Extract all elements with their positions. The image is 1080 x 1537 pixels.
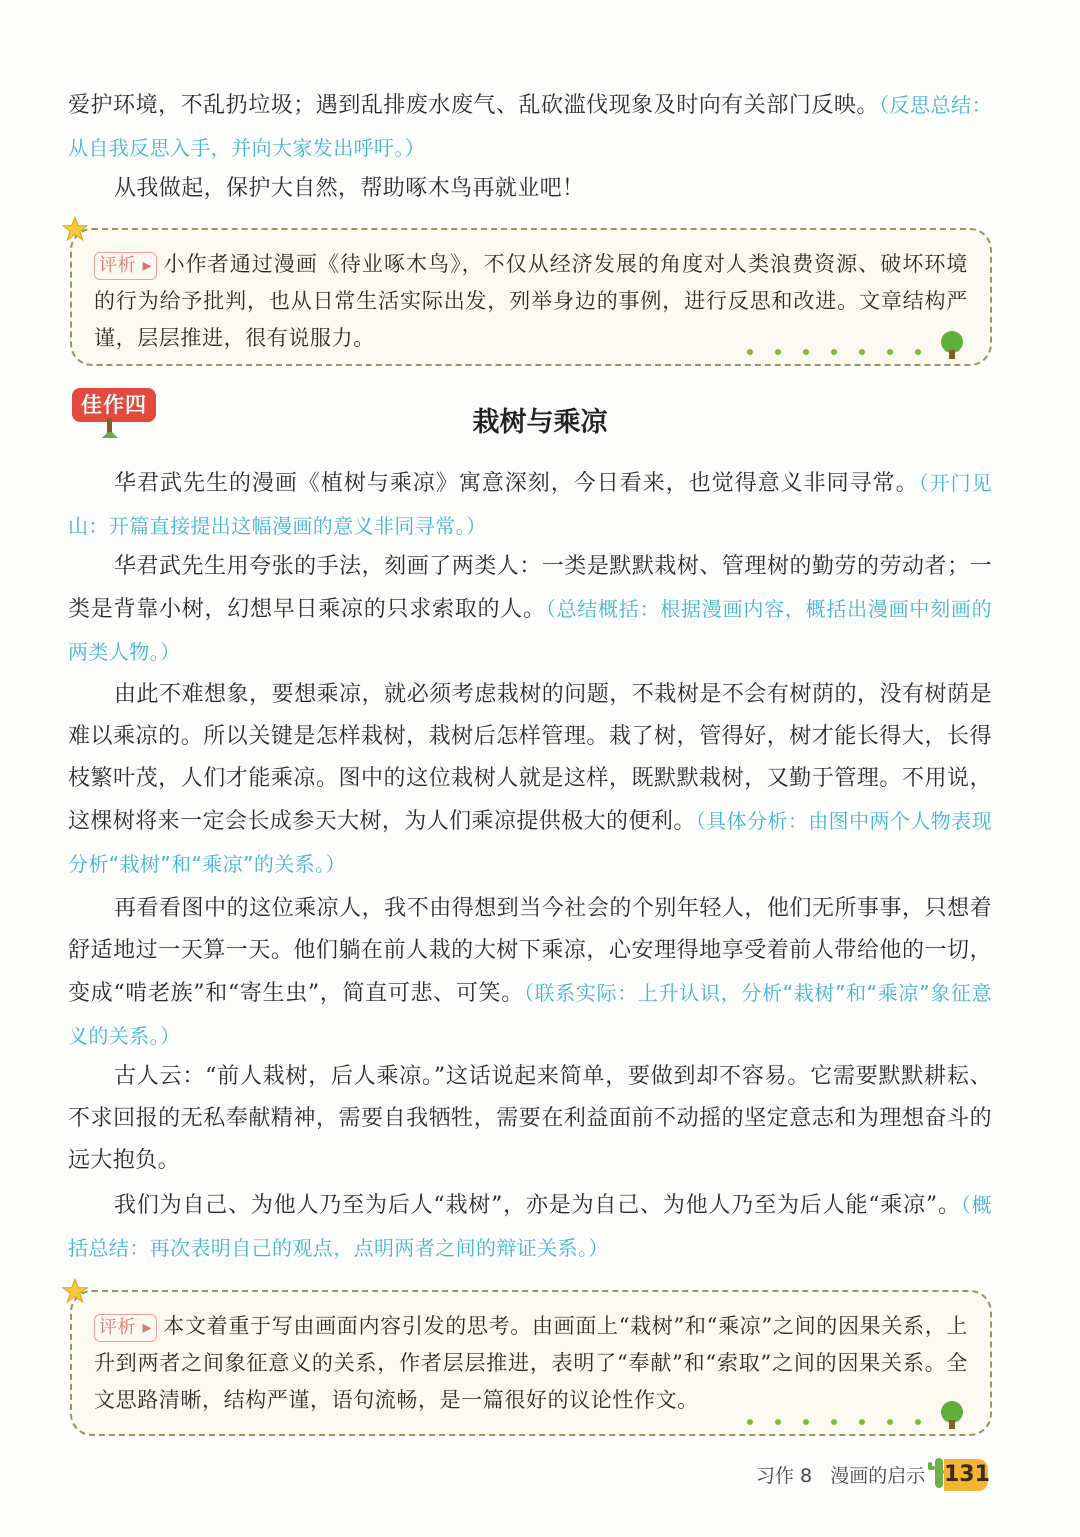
paragraph-text: 由此不难想象，要想乘凉，就必须考虑栽树的问题，不栽树是不会有树荫的，没有树荫是难以乘凉的。所以关键是怎样栽树，栽树后怎样管理。栽了树，管得好，树才能长得大，长得枝繁叶茂，人们才能乘凉。图中的这位栽树人就是这样，既默默栽树，又勤于管理。不用说，这棵树将来一定会长成参天大树，为人们乘凉提供极大的便利。 <box>68 682 992 834</box>
footer-label <box>756 1461 925 1491</box>
essay-title: 栽树与乘凉 <box>472 407 608 438</box>
page-number: 131 <box>944 1459 988 1491</box>
footer-section: 漫画的启示 <box>830 1465 926 1487</box>
paragraph-text: 再看看图中的这位乘凉人，我不由得想到当今社会的个别年轻人，他们无所事事，只想着舒适地过一天算一天。他们躺在前人栽的大树下乘凉，心安理得地享受着前人带给他的一切，变成“啃老族”和“寄生虫”，简直可悲、可笑。 <box>68 896 992 1006</box>
comment-text: 本文着重于写由画面内容引发的思考。由画面上“栽树”和“乘凉”之间的因果关系，上升到两者之间象征意义的关系，作者层层推进，表明了“奉献”和“索取”之间的因果关系。全文思路清晰，结构严谨，语句流畅，是一篇很好的议论性作文。 <box>94 1314 968 1412</box>
comment-text: 小作者通过漫画《待业啄木鸟》，不仅从经济发展的角度对人类浪费资源、破坏环境的行为给予批判，也从日常生活实际出发，列举身边的事例，进行反思和改进。文章结构严谨，层层推进，很有说服力。 <box>94 252 968 350</box>
annotation-note: （开门见山：开篇直接提出这幅漫画的意义非同寻常。） <box>68 471 992 538</box>
essay-badge: 佳作四 <box>72 388 156 422</box>
paragraph-2 <box>68 168 992 210</box>
annotation-note: （具体分析：由图中两个人物表现分析“栽树”和“乘凉”的关系。） <box>68 809 992 876</box>
essay-paragraph-4 <box>68 888 992 1058</box>
annotation-note: （概括总结：再次表明自己的观点，点明两者之间的辩证关系。） <box>68 1193 992 1260</box>
essay-paragraph-6 <box>68 1184 992 1270</box>
comment-tag: 评析 ▸ <box>94 1314 157 1342</box>
annotation-note: （联系实际：上升认识，分析“栽树”和“乘凉”象征意义的关系。） <box>68 981 992 1048</box>
comment-tag: 评析 ▸ <box>94 252 157 280</box>
paragraph-text: 华君武先生的漫画《植树与乘凉》寓意深刻，今日看来，也觉得意义非同寻常。 <box>114 471 919 496</box>
star-icon <box>62 216 88 242</box>
comment-box-2 <box>70 1290 992 1436</box>
paragraph-text: 从我做起，保护大自然，帮助啄木鸟再就业吧！ <box>114 176 585 201</box>
sprouts-decoration-icon <box>740 330 970 360</box>
comment-box-1 <box>70 228 992 366</box>
essay-paragraph-3 <box>68 674 992 886</box>
essay-paragraph-5 <box>68 1056 992 1182</box>
star-icon <box>62 1278 88 1304</box>
paragraph-text: 爱护环境，不乱扔垃圾；遇到乱排废水废气、乱砍滥伐现象及时向有关部门反映。 <box>68 93 879 118</box>
paragraph-text: 我们为自己、为他人乃至为后人“栽树”，亦是为自己、为他人乃至为后人能“乘凉”。 <box>114 1193 961 1218</box>
footer-chapter: 习作 8 <box>756 1465 813 1487</box>
annotation-note: （总结概括：根据漫画内容，概括出漫画中刻画的两类人物。） <box>68 597 992 664</box>
sprouts-decoration-icon <box>740 1400 970 1430</box>
paragraph-text: 华君武先生用夸张的手法，刻画了两类人：一类是默默栽树、管理树的勤劳的劳动者；一类是背靠小树，幻想早日乘凉的只求索取的人。 <box>68 554 992 622</box>
annotation-note: （反思总结：从自我反思入手，并向大家发出呼吁。） <box>68 93 993 160</box>
paragraph-text: 古人云：“前人栽树，后人乘凉。”这话说起来简单，要做到却不容易。它需要默默耕耘、不求回报的无私奉献精神，需要自我牺牲，需要在利益面前不动摇的坚定意志和为理想奋斗的远大抱负。 <box>68 1064 992 1173</box>
essay-paragraph-2 <box>68 546 992 674</box>
essay-paragraph-1 <box>68 462 992 548</box>
paragraph-1 <box>68 84 992 170</box>
